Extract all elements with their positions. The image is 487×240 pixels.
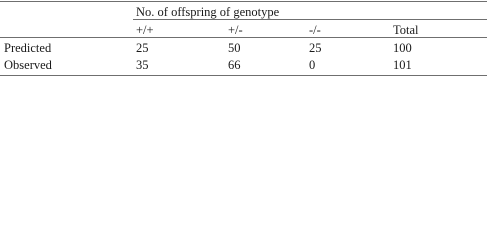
spanning-header: No. of offspring of genotype <box>136 5 280 19</box>
column-header-homozygous-mutant: -/- <box>309 23 321 37</box>
column-header-heterozygous: +/- <box>228 23 243 37</box>
row-label-predicted: Predicted <box>4 41 52 55</box>
predicted-heterozygous-count: 50 <box>228 41 241 55</box>
column-header-total: Total <box>393 23 419 37</box>
row-label-observed: Observed <box>4 58 52 72</box>
predicted-homozygous-mutant-count: 25 <box>309 41 322 55</box>
header-underline-rule <box>133 19 487 20</box>
observed-heterozygous-count: 66 <box>228 58 241 72</box>
column-header-rule <box>0 37 487 38</box>
observed-total: 101 <box>393 58 412 72</box>
observed-homozygous-wildtype-count: 35 <box>136 58 149 72</box>
column-header-homozygous-wildtype: +/+ <box>136 23 154 37</box>
predicted-homozygous-wildtype-count: 25 <box>136 41 149 55</box>
observed-homozygous-mutant-count: 0 <box>309 58 316 72</box>
genotype-table <box>0 0 487 78</box>
table-top-rule <box>0 1 487 2</box>
table-bottom-rule <box>0 75 487 76</box>
predicted-total: 100 <box>393 41 412 55</box>
